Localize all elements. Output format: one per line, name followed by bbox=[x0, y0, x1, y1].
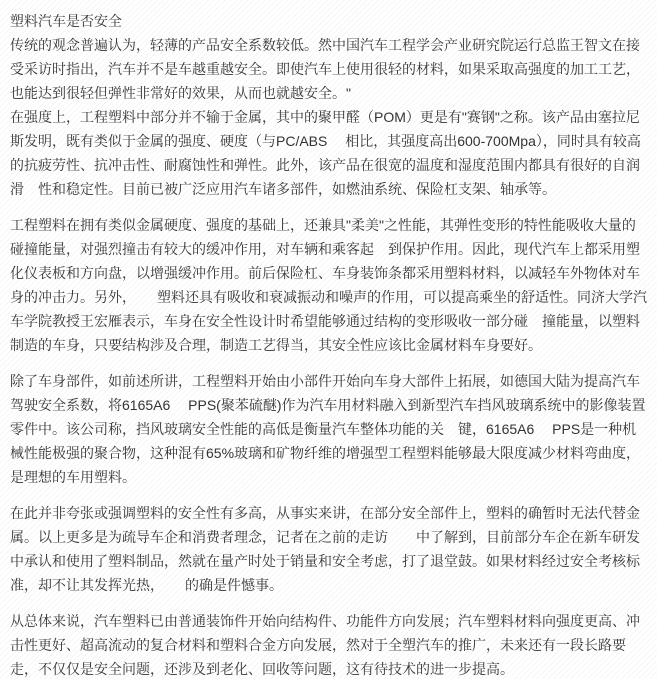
intro-paragraph: 传统的观念普遍认为，轻薄的产品安全系数较低。然中国汽车工程学会产业研究院运行总监王智文在接受采访时指出，汽车并不是车越重越安全。即使汽车上使用很轻的材料，如果采取高强度的加工工艺，也能达到很轻但弹性非常好的效果，从而也就越安全。" bbox=[10, 37, 640, 101]
body-paragraph: 除了车身部件，如前述所讲，工程塑料开始由小部件开始向车身大部件上拓展，如德国大陆为提高汽车驾驶安全系数，将6165A6 PPS(聚苯硫醚)作为汽车用材料融入到新型汽车挡风玻璃系统中的影像装置零件中。该公司称，挡风玻璃安全性能的高低是衡量汽车整体功能的关 键，6165A6 PPS是一种机械性能极强的聚合物，这种混有65%玻璃和矿物纤维的增强型工程塑料能够最大限度减少材料弯曲度，是理想的车用塑料。 bbox=[10, 373, 646, 485]
article-title: 塑料汽车是否安全 bbox=[10, 13, 122, 29]
body-paragraph: 在此并非夸张或强调塑料的安全性有多高，从事实来讲，在部分安全部件上，塑料的确暂时无法代替金属。以上更多是为疏导车企和消费者理念，记者在之前的走访 中了解到，目前部分车企在新车研发中承认和使用了塑料制品，然就在量产时处于销量和安全考虑，打了退堂鼓。如果材料经过安全考核标准，却不让其发挥光热， 的确是件憾事。 bbox=[10, 505, 640, 593]
body-paragraph: 工程塑料在拥有类似金属硬度、强度的基础上，还兼具"柔美"之性能，其弹性变形的特性能吸收大量的碰撞能量，对强烈撞击有较大的缓冲作用，对车辆和乘客起 到保护作用。因此，现代汽车上都采用塑化仪表板和方向盘，以增强缓冲作用。前后保险杠、车身装饰条都采用塑料材料，以减轻车外物体对车身的冲击力。另外， 塑料还具有吸收和衰减振动和噪声的作用，可以提高乘坐的舒适性。同济大学汽车学院教授王宏雁表示，车身在安全性设计时希望能够通过结构的变形吸收一部分碰 撞能量，以塑料制造的车身，只要结构涉及合理，制造工艺得当，其安全性应该比金属材料车身要好。 bbox=[10, 217, 647, 353]
body-paragraph: 从总体来说，汽车塑料已由普通装饰件开始向结构件、功能件方向发展；汽车塑料材料向强度更高、冲击性更好、超高流动的复合材料和塑料合金方向发展，然对于全塑汽车的推广，未来还有一段长路要走，不仅仅是安全问题，还涉及到老化、回收等问题，这有待技术的进一步提高。 bbox=[10, 613, 640, 677]
intro-paragraph: 在强度上，工程塑料中部分并不输于金属，其中的聚甲醛（POM）更是有"赛钢"之称。该产品由塞拉尼斯发明，既有类似于金属的强度、硬度（与PC/ABS 相比，其强度高出600-700Mpa），同时具有较高的抗疲劳性、抗冲击性、耐腐蚀性和弹性。此外，该产品在很宽的温度和湿度范围内都具有很好的自润滑 性和稳定性。目前已被广泛应用汽车诸多部件，如燃油系统、保险杠支架、轴承等。 bbox=[10, 109, 641, 197]
